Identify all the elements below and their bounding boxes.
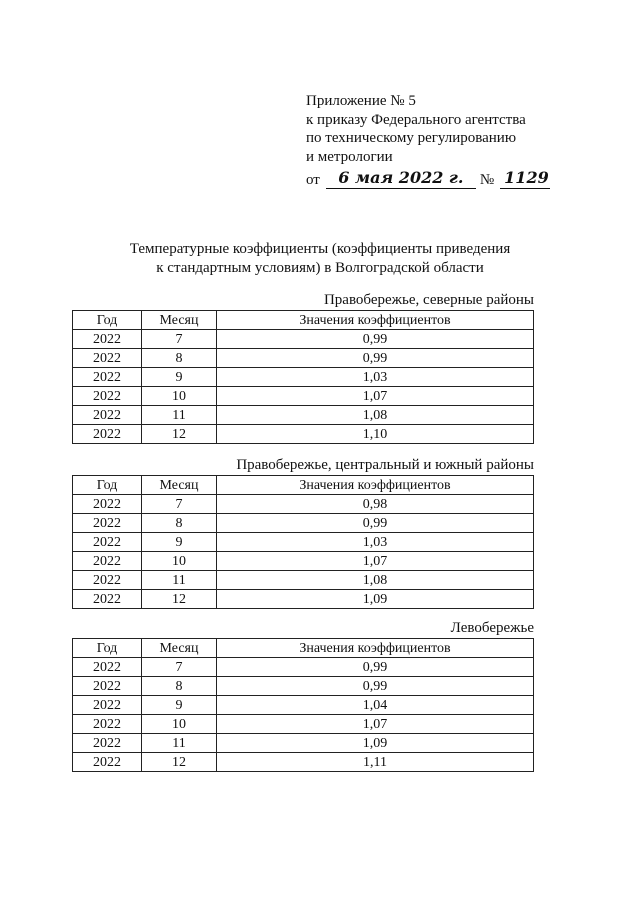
col-header-value: Значения коэффициентов [217,311,534,330]
cell-month: 7 [142,658,217,677]
region-label-north: Правобережье, северные районы [323,292,534,308]
cell-value: 1,10 [217,425,534,444]
cell-value: 0,99 [217,658,534,677]
table-row [73,696,534,715]
table-row [73,715,534,734]
col-header-month: Месяц [142,639,217,658]
cell-month: 12 [142,753,217,772]
cell-month: 11 [142,571,217,590]
cell-month: 8 [142,349,217,368]
cell-year: 2022 [73,552,142,571]
cell-year: 2022 [73,658,142,677]
col-header-year: Год [73,639,142,658]
cell-value: 1,07 [217,387,534,406]
cell-month: 11 [142,406,217,425]
cell-year: 2022 [73,696,142,715]
table-row [73,387,534,406]
col-header-value: Значения коэффициентов [217,476,534,495]
cell-year: 2022 [73,368,142,387]
table-header-row [73,311,534,330]
table-header-row [73,476,534,495]
cell-value: 1,07 [217,715,534,734]
table-row [73,658,534,677]
cell-value: 1,09 [217,734,534,753]
table-row [73,552,534,571]
coefficients-table-central-south [72,475,534,609]
cell-month: 11 [142,734,217,753]
col-header-year: Год [73,311,142,330]
table-row [73,533,534,552]
table-header-row [73,639,534,658]
cell-month: 7 [142,330,217,349]
cell-value: 1,08 [217,571,534,590]
handwritten-date: 6 мая 2022 г. [326,168,476,189]
cell-month: 10 [142,715,217,734]
cell-value: 1,09 [217,590,534,609]
cell-month: 12 [142,590,217,609]
header-line-2: к приказу Федерального агентства [306,111,526,128]
cell-year: 2022 [73,753,142,772]
cell-month: 8 [142,514,217,533]
col-header-month: Месяц [142,311,217,330]
table-row [73,753,534,772]
col-header-year: Год [73,476,142,495]
cell-year: 2022 [73,571,142,590]
document-title [70,240,570,278]
col-header-month: Месяц [142,476,217,495]
header-line-3: по техническому регулированию [306,130,517,146]
cell-value: 1,04 [217,696,534,715]
cell-value: 0,99 [217,677,534,696]
handwritten-number: 1129 [500,168,550,189]
region-label-central-south: Правобережье, центральный и южный районы [236,457,534,473]
number-label: № [479,171,495,188]
title-line-1: Температурные коэффициенты (коэффициенты приведения [129,241,511,257]
cell-year: 2022 [73,514,142,533]
cell-year: 2022 [73,406,142,425]
cell-month: 10 [142,552,217,571]
cell-value: 0,99 [217,514,534,533]
table-row [73,495,534,514]
coefficients-table-north [72,310,534,444]
table-row [73,349,534,368]
cell-year: 2022 [73,734,142,753]
cell-value: 1,03 [217,533,534,552]
appendix-header [306,92,550,189]
coefficients-table-left-bank [72,638,534,772]
cell-month: 8 [142,677,217,696]
cell-year: 2022 [73,425,142,444]
cell-value: 0,99 [217,330,534,349]
cell-value: 0,98 [217,495,534,514]
cell-month: 9 [142,368,217,387]
col-header-value: Значения коэффициентов [217,639,534,658]
cell-month: 12 [142,425,217,444]
table-row [73,677,534,696]
header-line-4: и метрологии [306,148,393,165]
cell-value: 1,07 [217,552,534,571]
cell-year: 2022 [73,533,142,552]
from-label: от [306,171,320,188]
cell-value: 0,99 [217,349,534,368]
cell-year: 2022 [73,349,142,368]
cell-month: 9 [142,533,217,552]
table-row [73,571,534,590]
header-line-1: Приложение № 5 [306,93,416,109]
cell-month: 7 [142,495,217,514]
cell-value: 1,08 [217,406,534,425]
cell-month: 10 [142,387,217,406]
cell-year: 2022 [73,330,142,349]
order-date-line [306,168,550,189]
table-row [73,590,534,609]
cell-year: 2022 [73,715,142,734]
cell-value: 1,03 [217,368,534,387]
region-label-left-bank: Левобережье [450,620,534,636]
table-row [73,425,534,444]
cell-year: 2022 [73,387,142,406]
cell-value: 1,11 [217,753,534,772]
table-row [73,330,534,349]
table-row [73,406,534,425]
cell-month: 9 [142,696,217,715]
table-row [73,514,534,533]
title-line-2: к стандартным условиям) в Волгоградской области [156,260,484,276]
table-row [73,368,534,387]
cell-year: 2022 [73,495,142,514]
table-row [73,734,534,753]
cell-year: 2022 [73,677,142,696]
cell-year: 2022 [73,590,142,609]
